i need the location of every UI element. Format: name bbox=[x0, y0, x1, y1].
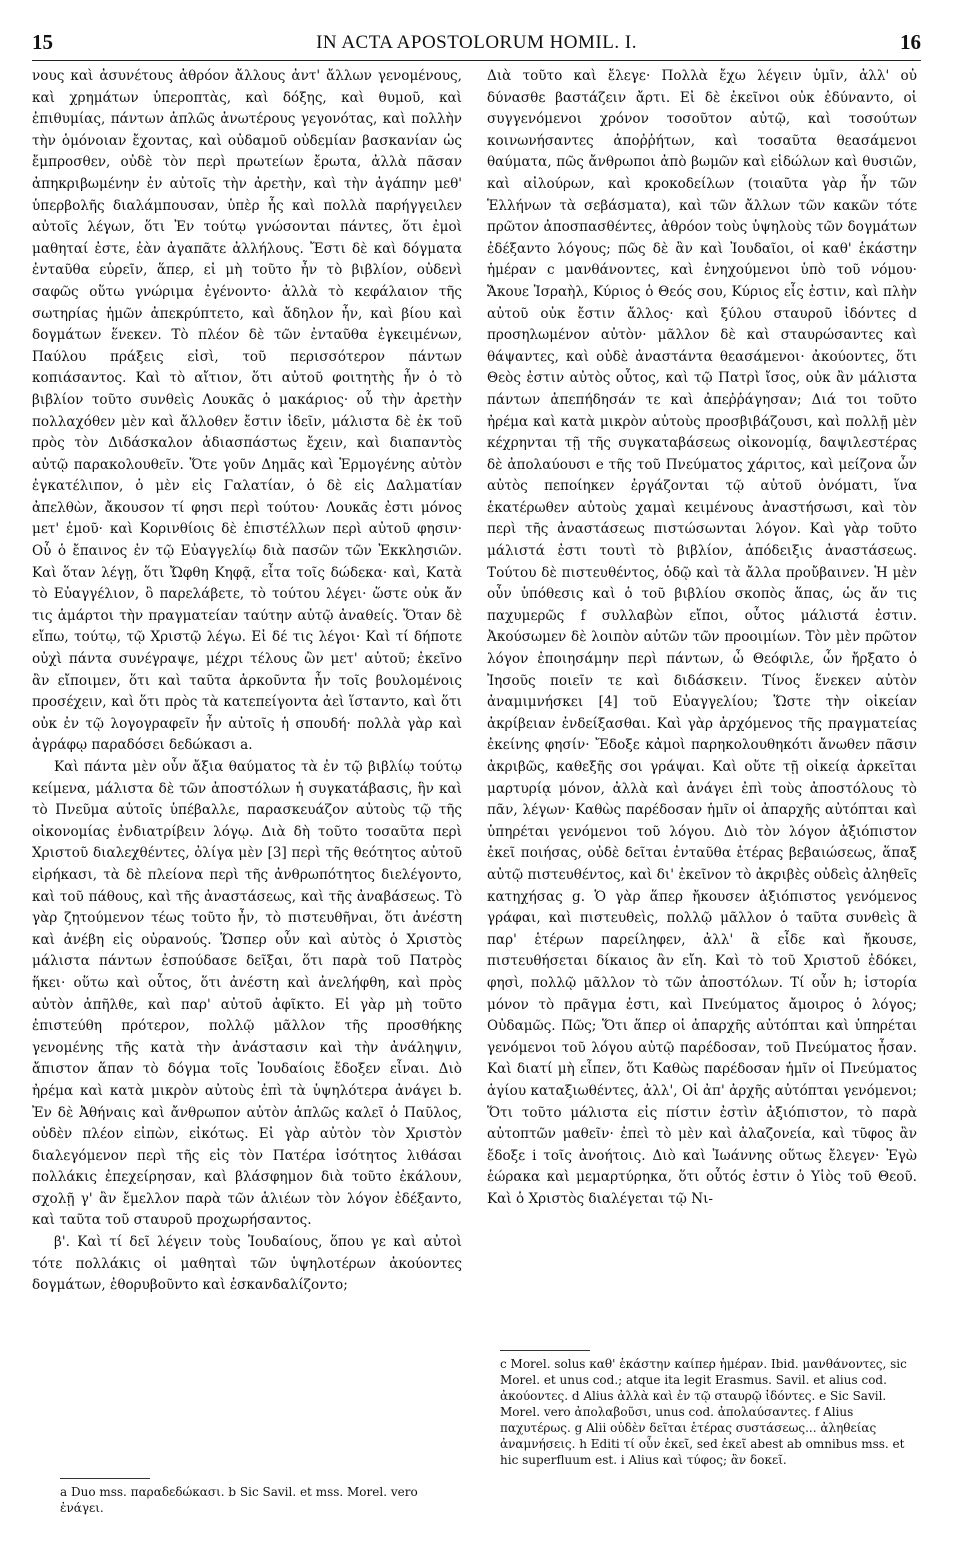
header-rule bbox=[32, 60, 921, 61]
page-number-right: 16 bbox=[900, 30, 921, 54]
page-number-left: 15 bbox=[32, 30, 53, 54]
footnotes-right: c Morel. solus καθ' ἑκάστην καίπερ ἡμέραν. Ibid. μανθάνοντες, sic Morel. et unus cod.; atque ita legit Erasmus. Savil. et alius cod. ἀκούοντες. d Alius ἀλλὰ καὶ ἐν τῷ σταυρῷ ἰδόντες. e Sic Savil. Morel. vero ἀπολαβοῦσι, unus cod. ἀπολαύσαντες. f Alius παχυτέρως. g Alii οὐδὲν δεῖται ἑτέρας συστάσεως... ἀληθείας ἀναμνήσεις. h Editi τί οὖν ἐκεῖ, sed ἐκεῖ abest ab omnibus mss. et hic superfluum est. i Alius καὶ τύφος; ἂν δοκεῖ. bbox=[500, 1357, 907, 1467]
footnote-rule-right bbox=[500, 1350, 590, 1351]
left-paragraph-2: Καὶ πάντα μὲν οὖν ἄξια θαύματος τὰ ἐν τῷ βιβλίῳ τούτῳ κείμενα, μάλιστα δὲ τῶν ἀποστόλων ἡ συγκατάβασις, ἣν καὶ τὸ Πνεῦμα αὐτοῖς ὑπέβαλλε, παρασκευάζον αὐτοὺς τῷ τῆς οἰκονομίας ἐνδιατρίβειν λόγῳ. Διὰ δὴ τοῦτο τοσαῦτα περὶ Χριστοῦ διαλεχθέντες, ὀλίγα μὲν [3] περὶ τῆς θεότητος αὐτοῦ εἰρήκασι, τὰ δὲ πλείονα περὶ τῆς ἀνθρωπότητος διελέγοντο, καὶ τοῦ πάθους, καὶ τῆς ἀναστάσεως, καὶ τῆς ἀναβάσεως. Τὸ γὰρ ζητούμενον τέως τοῦτο ἦν, τὸ πιστευθῆναι, ὅτι ἀνέστη καὶ ἀνέβη εἰς οὐρανούς. Ὥσπερ οὖν καὶ αὐτὸς ὁ Χριστὸς μάλιστα πάντων ἐσπούδασε δεῖξαι, ὅτι παρὰ τοῦ Πατρὸς ἥκει· οὕτω καὶ οὗτος, ὅτι ἀνέστη καὶ ἀνελήφθη, καὶ πρὸς αὐτὸν ἀπῆλθε, καὶ παρ' αὐτοῦ ἀφῖκτο. Εἰ γὰρ μὴ τοῦτο ἐπιστεύθη πρότερον, πολλῷ μᾶλλον τῆς προσθήκης γενομένης τῆς κατὰ τὴν ἀνάστασιν καὶ τὴν ἀνάληψιν, ἄπιστον ἅπαν τὸ δόγμα τοῖς Ἰουδαίοις ἔδοξεν εἶναι. Διὸ ἠρέμα καὶ κατὰ μικρὸν αὐτοὺς ἐπὶ τὰ ὑψηλότερα ἀνάγει b. Ἐν δὲ Ἀθήναις καὶ ἄνθρωπον αὐτὸν ἁπλῶς καλεῖ ὁ Παῦλος, οὐδὲν πλέον εἰπὼν, εἰκότως. Εἰ γὰρ αὐτὸν τὸν Χριστὸν διαλεγόμενον περὶ τῆς εἰς τὸν Πατέρα ἰσότητος λιθάσαι πολλάκις ἐπεχείρησαν, καὶ βλάσφημον διὰ τοῦτο ἐκάλουν, σχολῇ γ' ἂν ἔμελλον παρὰ τῶν ἁλιέων τὸν λόγον ἐδέξαντο, καὶ ταῦτα τοῦ σταυροῦ προχωρήσαντος. bbox=[32, 759, 462, 1229]
left-paragraph-3: β'. Καὶ τί δεῖ λέγειν τοὺς Ἰουδαίους, ὅπου γε καὶ αὐτοὶ τότε πολλάκις οἱ μαθηταὶ τῶν ὑψηλοτέρων ἀκούοντες δογμάτων, ἐθορυβοῦντο καὶ ἐσκανδαλίζοντο; bbox=[32, 1234, 462, 1294]
left-paragraph-1: νους καὶ ἀσυνέτους ἀθρόον ἄλλους ἀντ' ἄλλων γενομένους, καὶ χρημάτων ὑπεροπτὰς, καὶ δόξης, καὶ θυμοῦ, καὶ ἐπιθυμίας, πάντων ἁπλῶς ἀνωτέρους γεγονότας, καὶ πολλὴν τὴν ὁμόνοιαν ἔχοντας, καὶ οὐδαμοῦ οὐδεμίαν βασκανίαν ὡς ἔμπροσθεν, οὐδὲ τὸν περὶ πρωτείων ἔρωτα, ἀλλὰ πᾶσαν ἀπηκριβωμένην ἐν αὐτοῖς τὴν ἀρετὴν, καὶ τὴν ἀγάπην μεθ' ὑπερβολῆς διαλάμπουσαν, ὑπὲρ ἧς καὶ πολλὰ παρήγγειλεν αὐτοῖς λέγων, ὅτι Ἐν τούτῳ γνώσονται πάντες, ὅτι ἐμοὶ μαθηταί ἐστε, ἐὰν ἀγαπᾶτε ἀλλήλους. Ἔστι δὲ καὶ δόγματα ἐνταῦθα εὑρεῖν, ἅπερ, εἰ μὴ τοῦτο ἦν τὸ βιβλίον, οὐδενὶ σαφῶς οὕτω γνώριμα ἐγένοντο· ἀλλὰ τὸ κεφάλαιον τῆς σωτηρίας ἡμῶν ἀπεκρύπτετο, καὶ ἄδηλον ἦν, καὶ βίου καὶ δογμάτων ἕνεκεν. Τὸ πλέον δὲ τῶν ἐνταῦθα ἐγκειμένων, Παύλου πράξεις εἰσὶ, τοῦ περισσότερον πάντων κοπιάσαντος. Καὶ τὸ αἴτιον, ὅτι αὐτοῦ φοιτητὴς ἦν ὁ τὸ βιβλίον τοῦτο συνθεὶς Λουκᾶς ὁ μακάριος· οὗ τὴν ἀρετὴν πολλαχόθεν μὲν καὶ ἄλλοθεν ἔστιν ἰδεῖν, μάλιστα δὲ ἐκ τοῦ πρὸς τὸν Διδάσκαλον ἀδιασπάστως ἔχειν, καὶ διαπαντὸς αὐτῷ παρακολουθεῖν. Ὅτε γοῦν Δημᾶς καὶ Ἑρμογένης αὐτὸν ἐγκατέλιπον, ὁ μὲν εἰς Γαλατίαν, ὁ δὲ εἰς Δαλματίαν ἀπελθὼν, ἄκουσον τί φησι περὶ τούτου· Λουκᾶς ἐστι μόνος μετ' ἐμοῦ· καὶ Κορινθίοις δὲ ἐπιστέλλων περὶ αὐτοῦ φησιν· Οὗ ὁ ἔπαινος ἐν τῷ Εὐαγγελίῳ διὰ πασῶν τῶν Ἐκκλησιῶν. Καὶ ὅταν λέγῃ, ὅτι Ὤφθη Κηφᾷ, εἶτα τοῖς δώδεκα· καὶ, Κατὰ τὸ Εὐαγγέλιον, ὃ παρελάβετε, τὸ τούτου λέγει· ὥστε οὐκ ἄν τις ἁμάρτοι τὴν πραγματείαν ταύτην αὐτῷ ἀναθείς. Ὅταν δὲ εἴπω, τούτῳ, τῷ Χριστῷ λέγω. Εἰ δέ τις λέγοι· Καὶ τί δήποτε οὐχὶ πάντα συνέγραψε, μέχρι τέλους ὢν μετ' αὐτοῦ; ἐκεῖνο ἂν εἴποιμεν, ὅτι καὶ ταῦτα ἀρκοῦντα ἦν τοῖς βουλομένοις προσέχειν, καὶ ὅτι πρὸς τὰ κατεπείγοντα ἀεὶ ἵσταντο, καὶ ὅτι οὐκ ἐν τῷ λογογραφεῖν ἦν αὐτοῖς ἡ σπουδή· πολλὰ γὰρ καὶ ἀγράφῳ παραδόσει δεδώκασι a. bbox=[32, 68, 462, 754]
footnotes-left: a Duo mss. παραδεδώκασι. b Sic Savil. et mss. Morel. vero ἐνάγει. bbox=[60, 1485, 418, 1515]
left-column bbox=[32, 66, 462, 1297]
running-title: IN ACTA APOSTOLORUM HOMIL. I. bbox=[316, 32, 637, 53]
right-paragraph-1: Διὰ τοῦτο καὶ ἔλεγε· Πολλὰ ἔχω λέγειν ὑμῖν, ἀλλ' οὐ δύνασθε βαστάζειν ἄρτι. Εἰ δὲ ἐκεῖνοι οὐκ ἐδύναντο, οἱ συγγενόμενοι χρόνον τοσοῦτον αὐτῷ, καὶ τοσούτων κοινωνήσαντες ἀποῤῥήτων, καὶ τοσαῦτα θεασάμενοι θαύματα, πῶς ἄνθρωποι ἀπὸ βωμῶν καὶ εἰδώλων καὶ θυσιῶν, καὶ αἰλούρων, καὶ κροκοδείλων (τοιαῦτα γὰρ ἦν τῶν Ἑλλήνων τὰ σεβάσματα), καὶ τῶν ἄλλων τῶν κακῶν τότε πρῶτον ἀποσπασθέντες, ἀθρόον τοὺς ὑψηλοὺς τῶν δογμάτων ἐδέξαντο λόγους; πῶς δὲ ἂν καὶ Ἰουδαῖοι, οἱ καθ' ἑκάστην ἡμέραν c μανθάνοντες, καὶ ἐνηχούμενοι ὑπὸ τοῦ νόμου· Ἄκουε Ἰσραὴλ, Κύριος ὁ Θεός σου, Κύριος εἷς ἐστιν, καὶ πλὴν αὐτοῦ οὐκ ἔστιν ἄλλος· καὶ ξύλου σταυροῦ ἰδόντες d προσηλωμένον αὐτὸν· μᾶλλον δὲ καὶ σταυρώσαντες καὶ θάψαντες, καὶ οὐδὲ ἀναστάντα θεασάμενοι· ἀκούοντες, ὅτι Θεὸς ἐστιν αὐτὸς οὗτος, καὶ τῷ Πατρὶ ἴσος, οὐκ ἂν μάλιστα πάντων ἀπεπήδησάν τε καὶ ἀπεῤῥάγησαν; Διά τοι τοῦτο ἠρέμα καὶ κατὰ μικρὸν αὐτοὺς προσβιβάζουσι, καὶ πολλῇ μὲν κέχρηνται τῇ τῆς συγκαταβάσεως οἰκονομίᾳ, δαψιλεστέρας δὲ ἀπολαύουσι e τῆς τοῦ Πνεύματος χάριτος, καὶ μείζονα ὧν αὐτὸς πεποίηκεν ἐργάζονται τῷ αὐτοῦ ὀνόματι, ἵνα ἑκατέρωθεν αὐτοὺς χαμαὶ κειμένους ἀναστήσωσι, καὶ τὸν περὶ τῆς ἀναστάσεως πιστώσωνται λόγον. Καὶ γὰρ τοῦτο μάλιστά ἐστι τουτὶ τὸ βιβλίον, ἀπόδειξις ἀναστάσεως. Τούτου δὲ πιστευθέντος, ὁδῷ καὶ τὰ ἄλλα προὔβαινεν. Ἡ μὲν οὖν ὑπόθεσις καὶ ὁ τοῦ βιβλίου σκοπὸς ἅπας, ὡς ἄν τις παχυμερῶς f συλλαβὼν εἴποι, οὗτος μάλιστά ἐστιν. Ἀκούσωμεν δὲ λοιπὸν αὐτῶν τῶν προοιμίων. Τὸν μὲν πρῶτον λόγον ἐποιησάμην περὶ πάντων, ὦ Θεόφιλε, ὧν ἤρξατο ὁ Ἰησοῦς ποιεῖν τε καὶ διδάσκειν. Τίνος ἕνεκεν αὐτὸν ἀναμιμνήσκει [4] τοῦ Εὐαγγελίου; Ὥστε τὴν οἰκείαν ἀκρίβειαν ἐνδείξασθαι. Καὶ γὰρ ἀρχόμενος τῆς πραγματείας ἐκείνης φησίν· Ἔδοξε κἀμοὶ παρηκολουθηκότι ἄνωθεν πᾶσιν ἀκριβῶς, καθεξῆς σοι γράψαι. Καὶ οὔτε τῇ οἰκείᾳ ἀρκεῖται μαρτυρίᾳ μόνον, ἀλλὰ καὶ ἀνάγει ἐπὶ τοὺς ἀποστόλους τὸ πᾶν, λέγων· Καθὼς παρέδοσαν ἡμῖν οἱ ἀπαρχῆς αὐτόπται καὶ ὑπηρέται γενόμενοι τοῦ λόγου. Διὸ τὸν λόγον ἀξιόπιστον ἐκεῖ ποιήσας, οὐδὲ δεῖται ἐνταῦθα ἑτέρας βεβαιώσεως, ἅπαξ αὐτῷ πιστευθέντος, καὶ δι' ἐκεῖνον τὸ ἀκριβὲς οὐδεὶς ἀληθεῖς κατηχήσας g. Ὁ γὰρ ἅπερ ἤκουσεν ἀξιόπιστος γενόμενος γράφαι, καὶ πιστευθεὶς, πολλῷ μᾶλλον ὁ ταῦτα συνθεὶς ἃ παρ' ἑτέρων παρείληφεν, ἀλλ' ἃ εἶδε καὶ ἤκουσε, πιστευθήσεται δίκαιος ἂν εἴη. Καὶ τὸ τοῦ Χριστοῦ ἐδόκει, φησὶ, πολλῷ μᾶλλον τὸ τῶν ἀποστόλων. Τί οὖν h; ἱστορία μόνον τὸ πρᾶγμα ἐστι, καὶ Πνεύματος ἄμοιρος ὁ λόγος; Οὐδαμῶς. Πῶς; Ὅτι ἅπερ οἱ ἀπαρχῆς αὐτόπται καὶ ὑπηρέται γενόμενοι τοῦ λόγου αὐτῷ παρέδοσαν, τοῦ Πνεύματος ἦσαν. Καὶ διατί μὴ εἶπεν, ὅτι Καθὼς παρέδοσαν ἡμῖν οἱ Πνεύματος ἁγίου καταξιωθέντες, ἀλλ', Οἱ ἀπ' ἀρχῆς αὐτόπται γενόμενοι; Ὅτι τοῦτο μάλιστα εἰς πίστιν ἐστὶν ἀξιόπιστον, τὸ παρὰ αὐτοπτῶν μαθεῖν· ἐπεὶ τὸ μὲν καὶ ἀλαζονεία, καὶ τῦφος ἂν ἔδοξε i τοῖς ἀνοήτοις. Διὸ καὶ Ἰωάννης οὕτως ἔλεγεν· Ἐγὼ ἑώρακα καὶ μεμαρτύρηκα, ὅτι οὗτός ἐστιν ὁ Υἱὸς τοῦ Θεοῦ. Καὶ ὁ Χριστὸς διαλέγεται τῷ Νι- bbox=[487, 68, 917, 1207]
footnote-rule-left bbox=[60, 1478, 150, 1479]
right-column bbox=[487, 66, 917, 1210]
page-header bbox=[32, 30, 921, 60]
